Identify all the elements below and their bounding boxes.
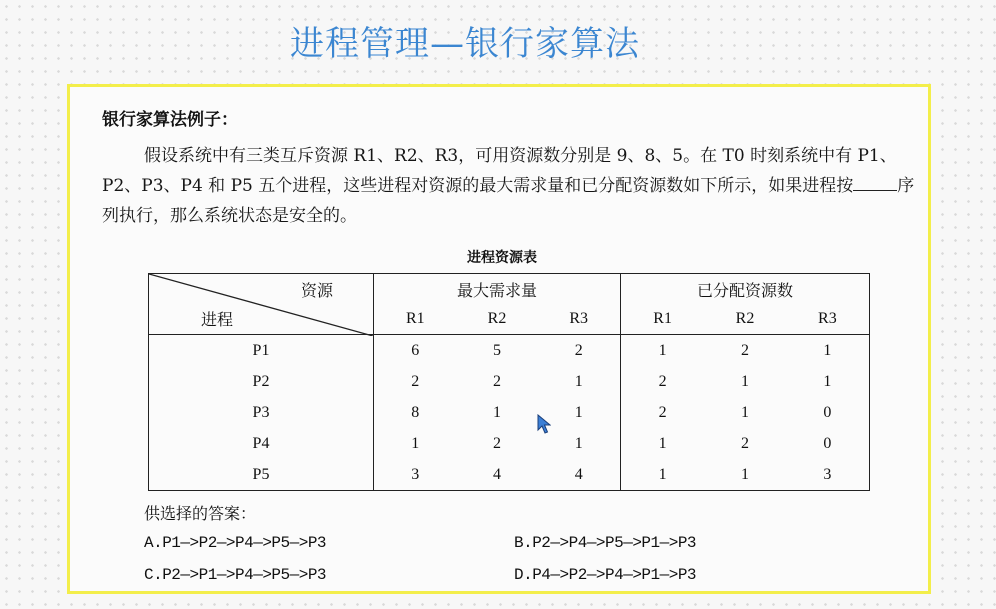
value-cell: 2	[740, 341, 749, 359]
corner-label-resource: 资源	[300, 281, 333, 300]
value-cell: 5	[492, 341, 501, 359]
value-cell: 1	[492, 403, 501, 421]
mouse-pointer-icon	[537, 414, 551, 434]
option-c: C.P2—>P1—>P4—>P5—>P3	[144, 566, 327, 584]
value-cell: 2	[658, 372, 667, 390]
value-cell: 3	[823, 465, 832, 483]
value-cell: 4	[537, 459, 620, 491]
value-cell: 0	[823, 434, 832, 452]
value-cell: 0	[823, 403, 832, 421]
col-header: R3	[786, 304, 870, 335]
value-cell: 4	[492, 465, 501, 483]
col-header: R3	[537, 304, 620, 335]
process-cell: P4	[149, 428, 374, 459]
value-cell: 1	[823, 372, 832, 390]
col-header: R1	[621, 304, 705, 335]
value-cell: 1	[740, 465, 749, 483]
value-cell: 1	[537, 366, 620, 397]
corner-header-cell	[149, 274, 374, 335]
process-cell: P3	[149, 397, 374, 428]
problem-text-part1: 假设系统中有三类互斥资源 R1、R2、R3，可用资源数分别是 9、8、5。在 T0 时刻系统中有 P1、P2、P3、P4 和 P5 五个进程，这些进程对资源的最大需求量和已分配资源数如下所示，如果进程按	[102, 146, 897, 196]
table-row	[149, 366, 870, 397]
problem-text-part2: 序列执行，那么系统状态是安全的。	[102, 176, 915, 226]
process-cell: P2	[149, 366, 374, 397]
value-cell: 1	[658, 465, 667, 483]
value-cell: 3	[411, 465, 420, 483]
problem-statement	[102, 141, 920, 231]
answers-label: 供选择的答案：	[144, 504, 257, 523]
corner-label-process: 进程	[201, 310, 234, 329]
value-cell: 1	[823, 341, 832, 359]
option-a: A.P1—>P2—>P4—>P5—>P3	[144, 534, 327, 552]
value-cell: 2	[411, 372, 420, 390]
col-header: R2	[704, 304, 786, 335]
group-header-max: 最大需求量	[374, 274, 621, 305]
value-cell: 2	[537, 335, 620, 367]
col-header: R1	[374, 304, 457, 335]
answer-blank	[853, 174, 897, 191]
process-resource-table	[148, 273, 870, 491]
table-row	[149, 459, 870, 491]
value-cell: 1	[411, 434, 420, 452]
process-cell: P1	[149, 335, 374, 367]
value-cell: 1	[740, 372, 749, 390]
value-cell: 2	[740, 434, 749, 452]
value-cell: 2	[492, 372, 501, 390]
value-cell: 8	[411, 403, 420, 421]
value-cell: 1	[658, 434, 667, 452]
value-cell: 2	[658, 403, 667, 421]
value-cell: 1	[537, 428, 620, 459]
value-cell: 1	[740, 403, 749, 421]
group-header-alloc: 已分配资源数	[696, 280, 793, 300]
value-cell: 2	[492, 434, 501, 452]
process-cell: P5	[149, 459, 374, 491]
value-cell: 6	[411, 341, 420, 359]
option-b: B.P2—>P4—>P5—>P1—>P3	[514, 534, 697, 552]
table-caption: 进程资源表	[467, 250, 537, 266]
table-row	[149, 428, 870, 459]
value-cell: 1	[658, 341, 667, 359]
col-header: R2	[457, 304, 538, 335]
slide-title: 进程管理—银行家算法	[290, 24, 640, 64]
example-heading: 银行家算法例子：	[102, 110, 238, 130]
option-d: D.P4—>P2—>P4—>P1—>P3	[514, 566, 697, 584]
content-panel	[67, 84, 931, 594]
table-row	[149, 397, 870, 428]
table-row	[149, 335, 870, 367]
diagonal-line	[149, 274, 373, 336]
value-cell: 1	[537, 397, 620, 428]
